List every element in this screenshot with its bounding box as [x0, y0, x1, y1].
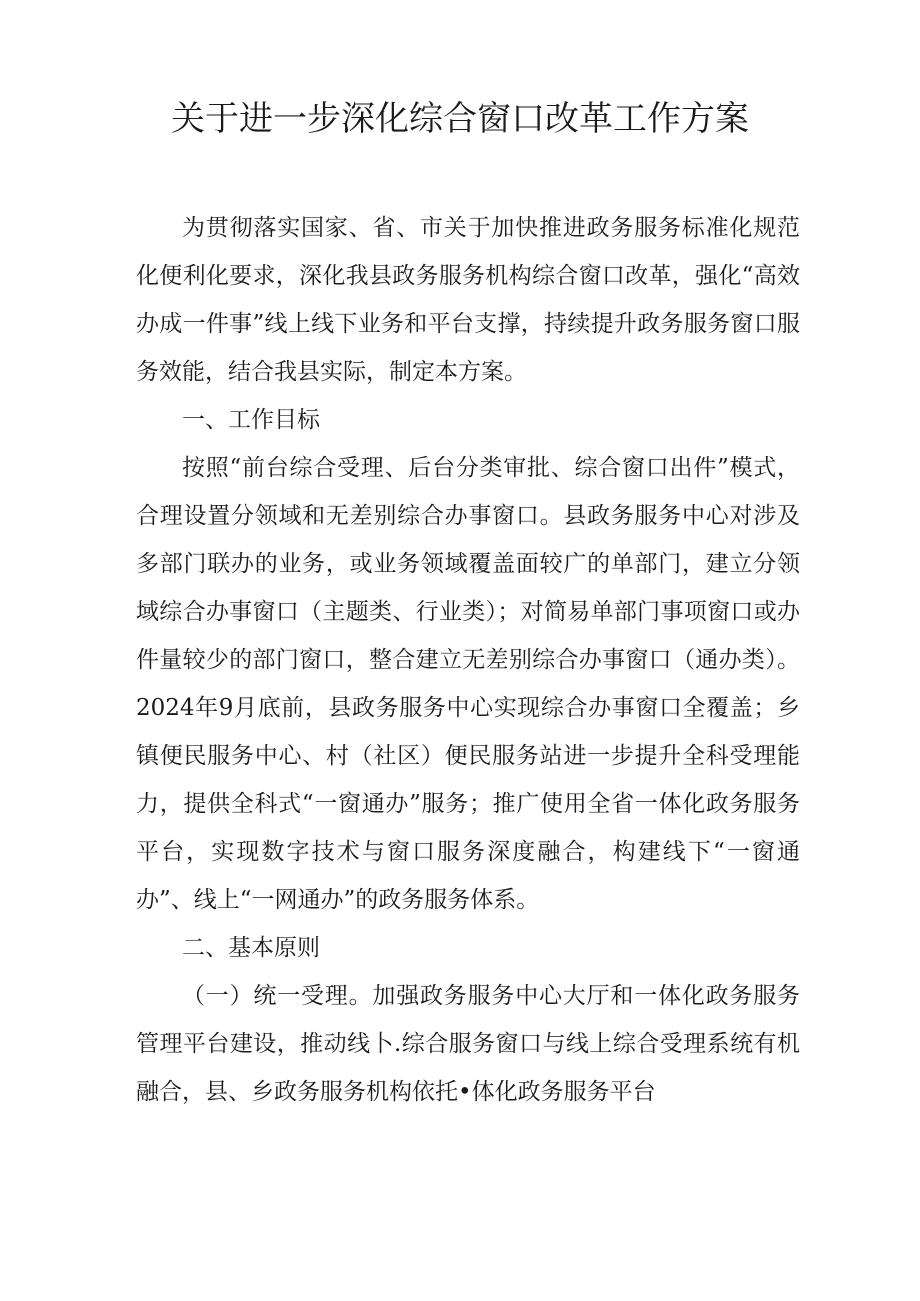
- intro-paragraph: 为贯彻落实国家、省、市关于加快推进政务服务标准化规范化便利化要求，深化我县政务服务机构综合窗口改革，强化“高效办成一件事”线上线下业务和平台支撑，持续提升政务服务窗口服务效能，结合我县实际，制定本方案。: [136, 215, 800, 385]
- principle-item-unified-acceptance: （一）统一受理。加强政务服务中心大厅和一体化政务服务管理平台建设，推动线卜.综合服务窗口与线上综合受理系统有机融合，县、乡政务服务机构依托•体化政务服务平台: [136, 983, 800, 1105]
- document-body: [136, 204, 800, 1116]
- goals-paragraph: 按照“前台综合受理、后台分类审批、综合窗口出件”模式，合理设置分领域和无差别综合办事窗口。县政务服务中心对涉及多部门联办的业务，或业务领域覆盖面较广的单部门，建立分领域综合办事窗口（主题类、行业类）；对简易单部门事项窗口或办件量较少的部门窗口，整合建立无差别综合办事窗口（通办类）。2024年9月底前，县政务服务中心实现综合办事窗口全覆盖；乡镇便民服务中心、村（社区）便民服务站进一步提升全科受理能力，提供全科式“一窗通办”服务；推广使用全省一体化政务服务平台，实现数字技术与窗口服务深度融合，构建线下“一窗通办”、线上“一网通办”的政务服务体系。: [136, 455, 800, 913]
- section-heading-principles: 二、基本原则: [182, 935, 320, 961]
- section-heading-goals: 一、工作目标: [182, 407, 320, 433]
- document-title: 关于进一步深化综合窗口改革工作方案: [171, 99, 749, 139]
